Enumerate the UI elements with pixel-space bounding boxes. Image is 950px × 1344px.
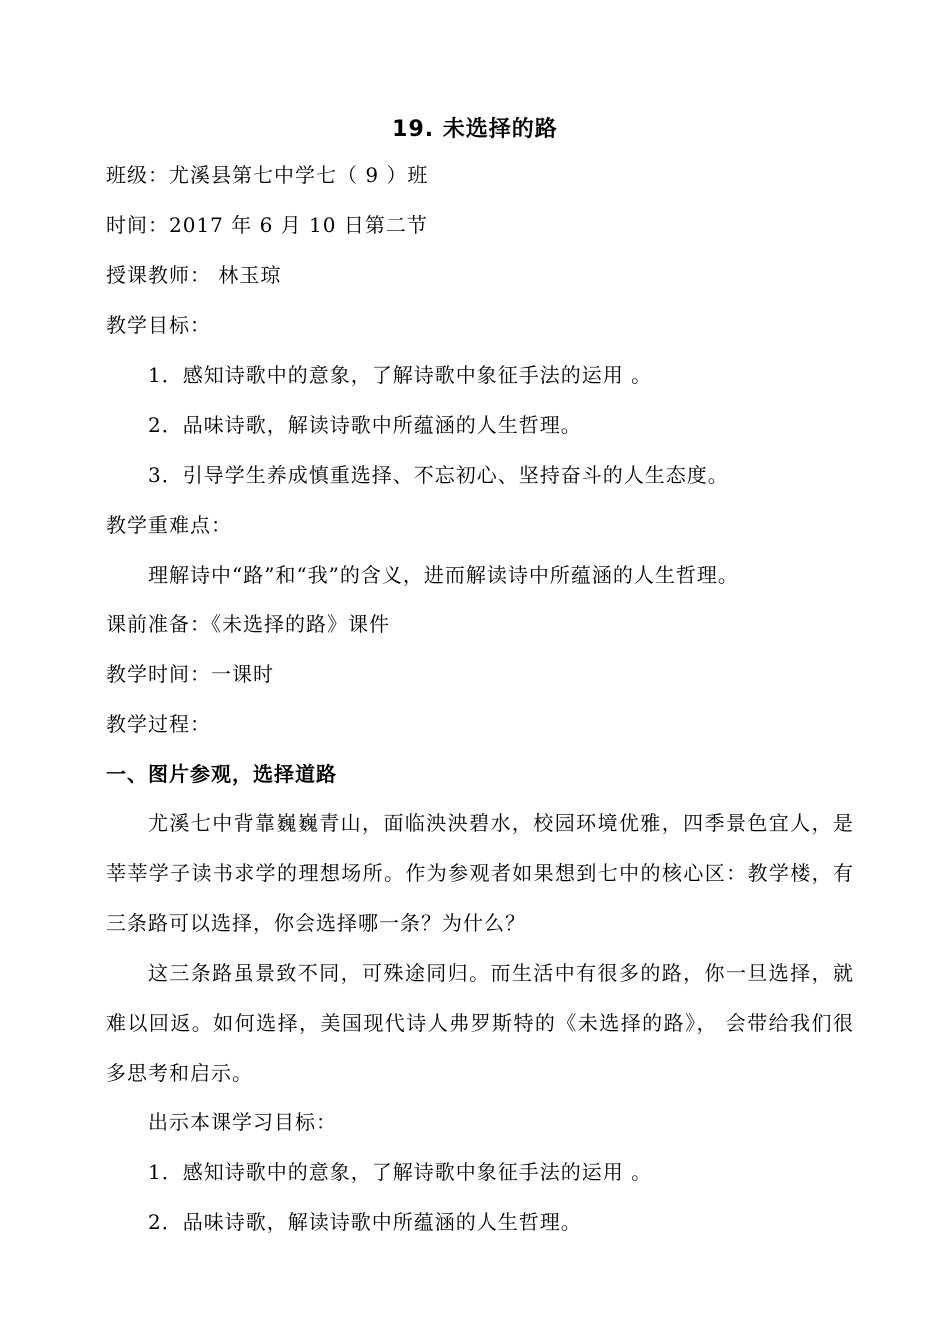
document-title: 19. 未选择的路 bbox=[392, 117, 558, 142]
class-info: 班级：尤溪县第七中学七（ 9 ）班 bbox=[106, 163, 429, 187]
section1-paragraph: 这三条路虽景致不同，可殊途同归。而生活中有很多的路，你一旦选择，就难以回返。如何选择，美国现代诗人弗罗斯特的《未选择的路》， 会带给我们很多思考和启示。 bbox=[106, 961, 854, 1085]
objective-item: 2．品味诗歌，解读诗歌中所蕴涵的人生哲理。 bbox=[148, 413, 582, 437]
duration-info: 教学时间：一课时 bbox=[106, 662, 274, 686]
objectives-heading: 教学目标： bbox=[106, 313, 211, 337]
section1-paragraph: 尤溪七中背靠巍巍青山，面临泱泱碧水，校园环境优雅，四季景色宜人，是莘莘学子读书求学的理想场所。作为参观者如果想到七中的核心区：教学楼，有三条路可以选择，你会选择哪一条？为什么？ bbox=[106, 811, 854, 935]
objective-item: 3．引导学生养成慎重选择、不忘初心、坚持奋斗的人生态度。 bbox=[148, 463, 729, 487]
teacher-info: 授课教师： 林玉琼 bbox=[106, 263, 282, 287]
show-objective-item: 1．感知诗歌中的意象，了解诗歌中象征手法的运用 。 bbox=[148, 1160, 653, 1184]
show-objective-item: 2．品味诗歌，解读诗歌中所蕴涵的人生哲理。 bbox=[148, 1210, 582, 1234]
key-points-heading: 教学重难点： bbox=[106, 513, 232, 537]
key-points-text: 理解诗中“路”和“我”的含义，进而解读诗中所蕴涵的人生哲理。 bbox=[148, 563, 739, 587]
show-objectives-label: 出示本课学习目标： bbox=[148, 1110, 337, 1134]
objective-item: 1．感知诗歌中的意象，了解诗歌中象征手法的运用 。 bbox=[148, 363, 653, 387]
process-heading: 教学过程： bbox=[106, 712, 211, 736]
section1-heading: 一、图片参观，选择道路 bbox=[106, 762, 337, 786]
preparation-info: 课前准备：《未选择的路》课件 bbox=[106, 612, 390, 636]
time-info: 时间：2017 年 6 月 10 日第二节 bbox=[106, 213, 428, 237]
